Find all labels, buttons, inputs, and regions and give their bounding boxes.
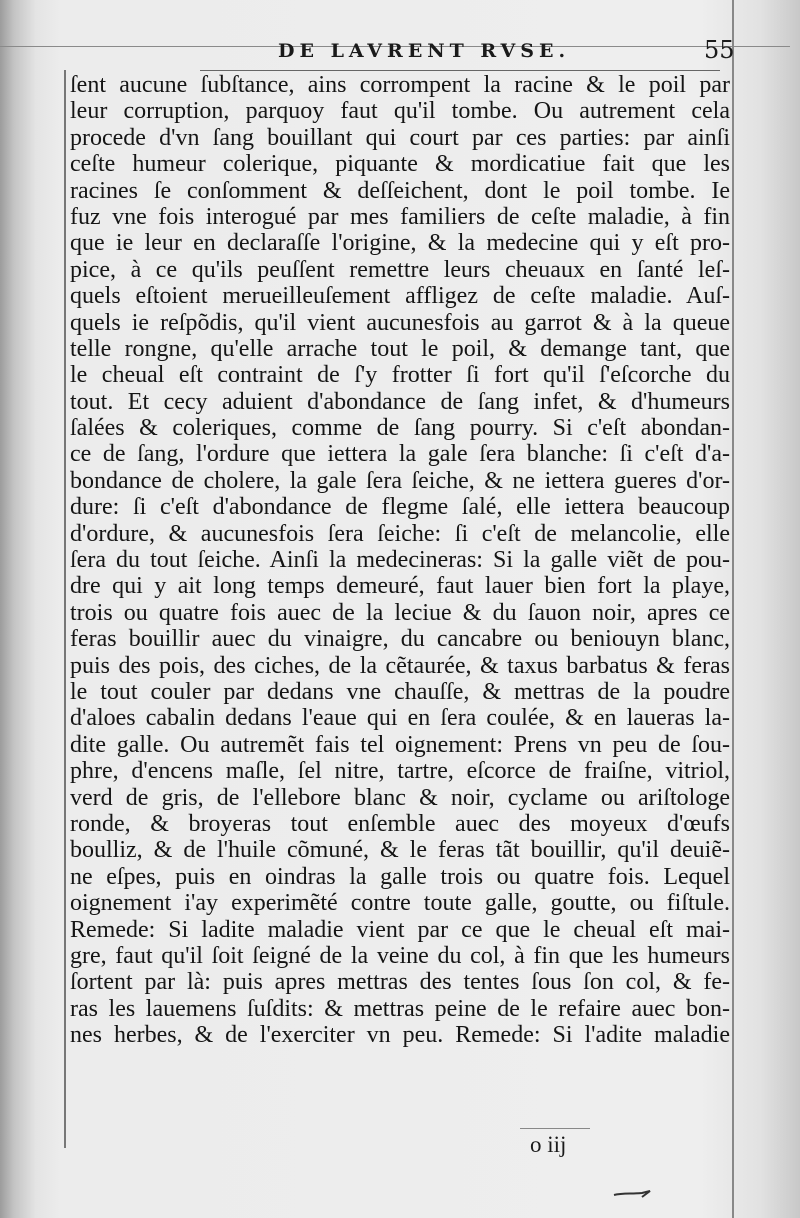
text-line: ce de ſang, l'ordure que iettera la gale ſera blanche: ſi c'eſt d'a- xyxy=(70,441,730,468)
right-margin-rule xyxy=(732,0,734,1218)
text-line: le tout couler par dedans vne chauſſe, & mettras de la poudre xyxy=(70,678,730,705)
header-rule xyxy=(200,70,720,71)
text-line: procede d'vn ſang bouillant qui court par ces parties: par ainſi xyxy=(70,124,730,151)
text-line: ſera du tout ſeiche. Ainſi la medecineras: Si la galle viẽt de pou- xyxy=(70,547,730,574)
text-line: d'ordure, & aucunesfois ſera ſeiche: ſi c'eſt de melancolie, elle xyxy=(70,520,730,547)
text-line: tout. Et cecy aduient d'abondance de ſang infet, & d'humeurs xyxy=(70,388,730,415)
text-line: dite galle. Ou autremẽt fais tel oignement: Prens vn peu de ſou- xyxy=(70,731,730,758)
text-line: verd de gris, de l'ellebore blanc & noir, cyclame ou ariſtologe xyxy=(70,784,730,811)
text-line: ne eſpes, puis en oindras la galle trois ou quatre fois. Lequel xyxy=(70,863,730,890)
text-line: puis des pois, des ciches, de la cẽtaurée, & taxus barbatus & feras xyxy=(70,652,730,679)
text-line: ceſte humeur colerique, piquante & mordicatiue fait que les xyxy=(70,151,730,178)
text-line: leur corruption, parquoy faut qu'il tombe. Ou autrement cela xyxy=(70,98,730,125)
text-line: racines ſe conſomment & deſſeichent, dont le poil tombe. Ie xyxy=(70,177,730,204)
text-line: dre qui y ait long temps demeuré, faut lauer bien fort la playe, xyxy=(70,573,730,600)
text-line: pice, à ce qu'ils peuſſent remettre leurs cheuaux en ſanté leſ- xyxy=(70,256,730,283)
text-line: telle rongne, qu'elle arrache tout le poil, & demange tant, que xyxy=(70,335,730,362)
text-line: boulliz, & de l'huile cõmuné, & le feras tãt bouillir, qu'il deuiẽ- xyxy=(70,837,730,864)
text-line: ronde, & broyeras tout enſemble auec des moyeux d'œufs xyxy=(70,810,730,837)
text-line: que ie leur en declaraſſe l'origine, & la medecine qui y eſt pro- xyxy=(70,230,730,257)
body-text xyxy=(70,72,730,1048)
text-line: feras bouillir auec du vinaigre, du cancabre ou beniouyn blanc, xyxy=(70,626,730,653)
text-line: d'aloes cabalin dedans l'eaue qui en ſera coulée, & en laueras la- xyxy=(70,705,730,732)
text-line: trois ou quatre fois auec de la leciue & du ſauon noir, apres ce xyxy=(70,599,730,626)
text-line: ſalées & coleriques, comme de ſang pourry. Si c'eſt abondan- xyxy=(70,415,730,442)
page-number: 55 xyxy=(704,36,735,64)
running-head: DE LAVRENT RVSE. xyxy=(278,40,571,62)
text-line: oignement i'ay experimẽté contre toute galle, goutte, ou fiſtule. xyxy=(70,890,730,917)
text-line: bondance de cholere, la gale ſera ſeiche, & ne iettera gueres d'or- xyxy=(70,467,730,494)
text-line: Remede: Si ladite maladie vient par ce que le cheual eſt mai- xyxy=(70,916,730,943)
footer-rule xyxy=(520,1128,590,1129)
text-line: ras les lauemens ſuſdits: & mettras peine de le refaire auec bon- xyxy=(70,995,730,1022)
text-line: gre, faut qu'il ſoit ſeigné de la veine du col, à fin que les humeurs xyxy=(70,942,730,969)
text-line: quels ie reſpõdis, qu'il vient aucunesfois au garrot & à la queue xyxy=(70,309,730,336)
ink-flourish-mark xyxy=(612,1186,652,1202)
text-line: fuz vne fois interogué par mes familiers de ceſte maladie, à fin xyxy=(70,203,730,230)
text-line: dure: ſi c'eſt d'abondance de flegme ſalé, elle iettera beaucoup xyxy=(70,494,730,521)
text-line: quels eſtoient merueilleuſement affligez de ceſte maladie. Auſ- xyxy=(70,283,730,310)
text-line: ſent aucune ſubſtance, ains corrompent la racine & le poil par xyxy=(70,72,730,98)
left-margin-rule xyxy=(64,70,66,1148)
text-line: ſortent par là: puis apres mettras des tentes ſous ſon col, & fe- xyxy=(70,969,730,996)
text-line: le cheual eſt contraint de ſ'y frotter ſi fort qu'il ſ'eſcorche du xyxy=(70,362,730,389)
text-line: nes herbes, & de l'exerciter vn peu. Remede: Si l'adite maladie xyxy=(70,1022,730,1049)
text-line: phre, d'encens maſle, ſel nitre, tartre, eſcorce de fraiſne, vitriol, xyxy=(70,758,730,785)
signature-mark: o iij xyxy=(530,1132,567,1157)
